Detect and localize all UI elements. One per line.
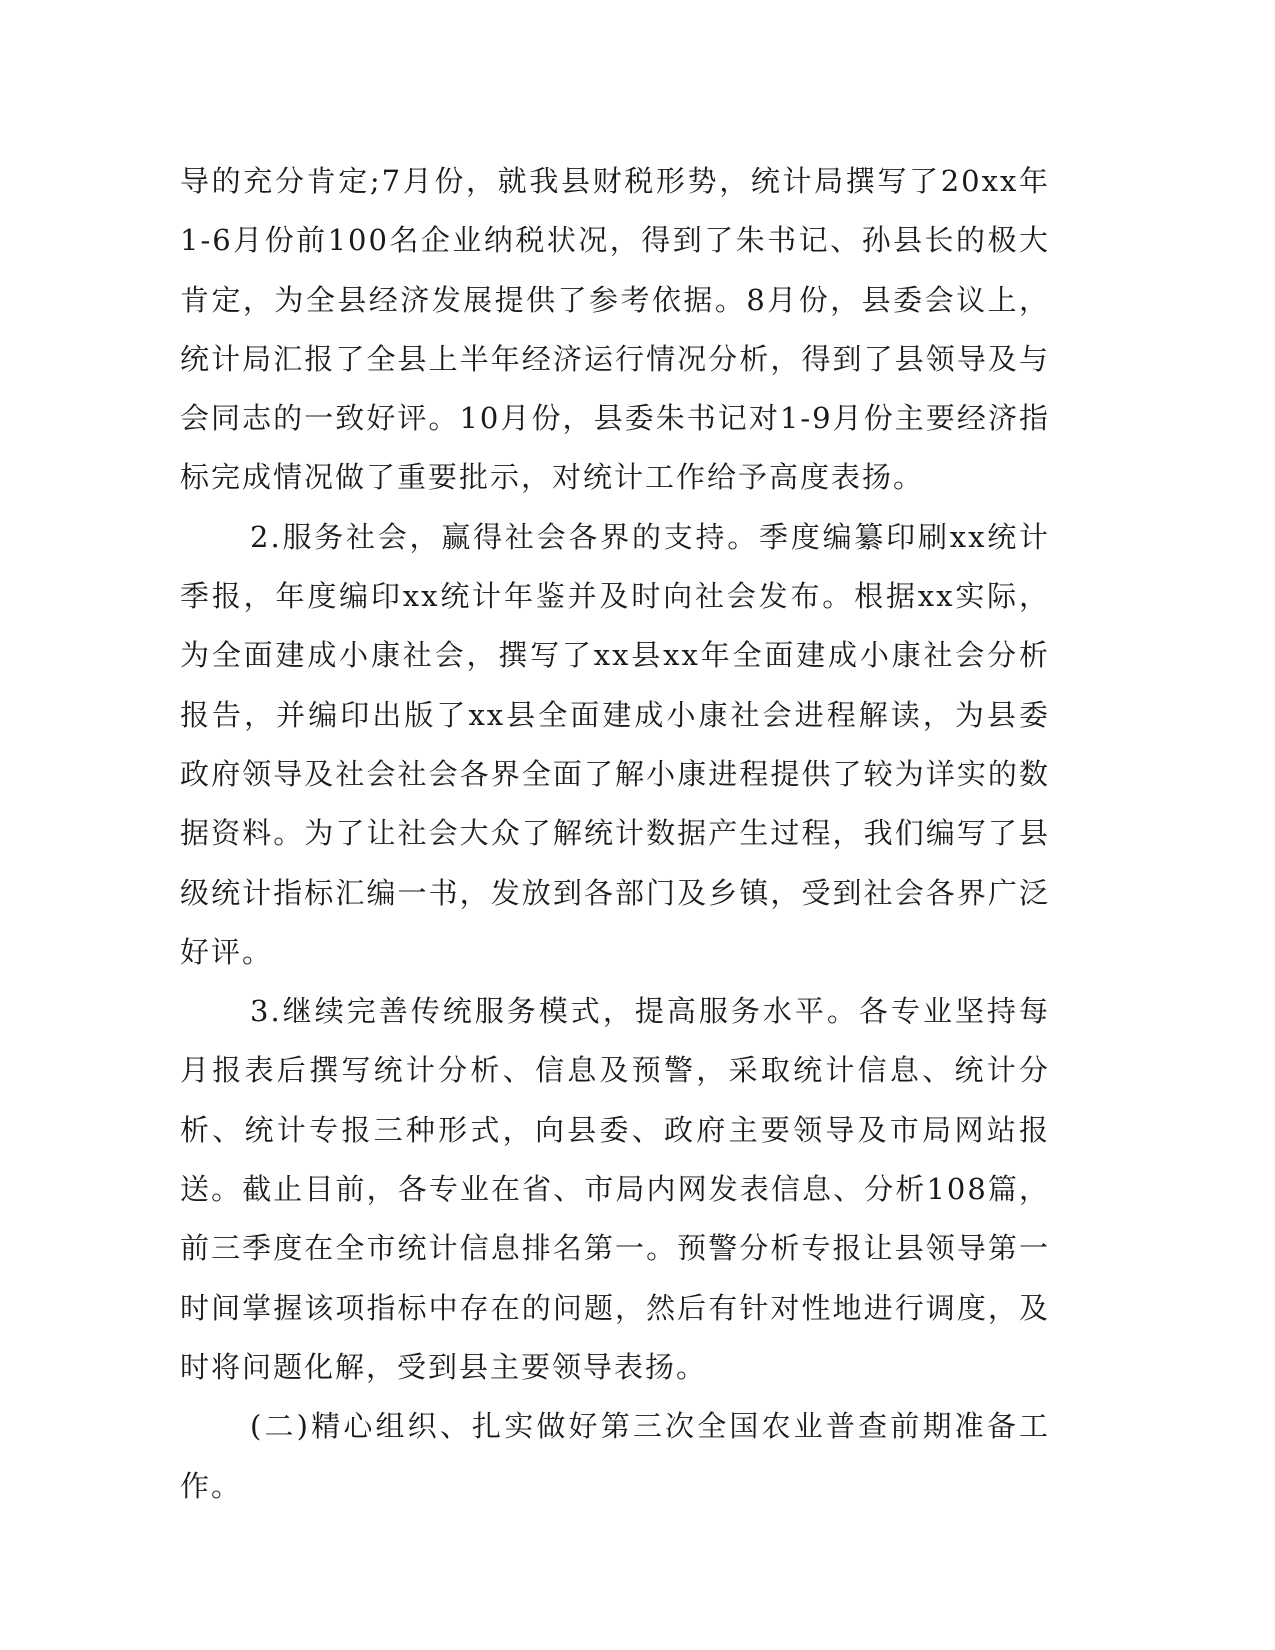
paragraph-service-model: 3.继续完善传统服务模式，提高服务水平。各专业坚持每月报表后撰写统计分析、信息及预警，采取统计信息、统计分析、统计专报三种形式，向县委、政府主要领导及市局网站报送。截止目前，各专业在省、市局内网发表信息、分析108篇，前三季度在全市统计信息排名第一。预警分析专报让县领导第一时间掌握该项指标中存在的问题，然后有针对性地进行调度，及时将问题化解，受到县主要领导表扬。: [180, 994, 1050, 1384]
paragraph-continued: 导的充分肯定;7月份，就我县财税形势，统计局撰写了20xx年1-6月份前100名企业纳税状况，得到了朱书记、孙县长的极大肯定，为全县经济发展提供了参考依据。8月份，县委会议上，统计局汇报了全县上半年经济运行情况分析，得到了县领导及与会同志的一致好评。10月份，县委朱书记对1-9月份主要经济指标完成情况做了重要批示，对统计工作给予高度表扬。: [180, 164, 1050, 495]
paragraph-serve-society: 2.服务社会，赢得社会各界的支持。季度编纂印刷xx统计季报，年度编印xx统计年鉴并及时向社会发布。根据xx实际，为全面建成小康社会，撰写了xx县xx年全面建成小康社会分析报告，并编印出版了xx县全面建成小康社会进程解读，为县委政府领导及社会社会各界全面了解小康进程提供了较为详实的数据资料。为了让社会大众了解统计数据产生过程，我们编写了县级统计指标汇编一书，发放到各部门及乡镇，受到社会各界广泛好评。: [180, 519, 1050, 969]
document-body: [180, 152, 1050, 1516]
section-heading-agri-census: (二)精心组织、扎实做好第三次全国农业普查前期准备工作。: [180, 1409, 1050, 1503]
